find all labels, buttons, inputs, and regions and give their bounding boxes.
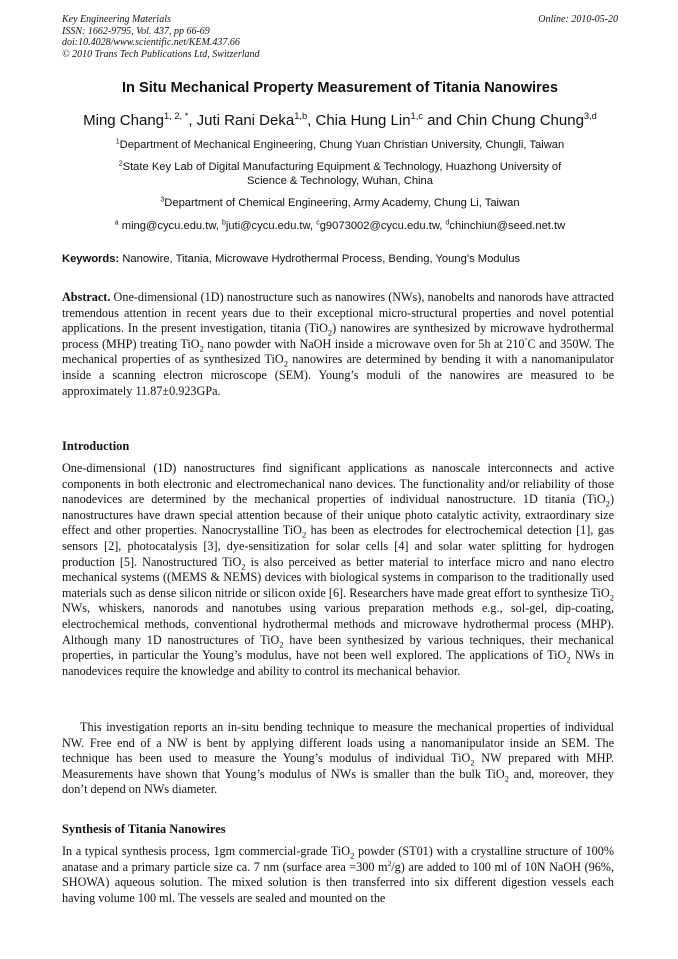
abstract-text: C and 350W. The mechanical properties of as synthesized TiO [62, 336, 614, 367]
affil-text: Department of Chemical Engineering, Army Academy, Chung Li, Taiwan [164, 197, 520, 209]
affil-text: Science & Technology, Wuhan, China [247, 175, 433, 187]
keywords-text: Nanowire, Titania, Microwave Hydrothermal Process, Bending, Young’s Modulus [122, 253, 521, 265]
subscript: 2 [241, 561, 246, 571]
journal-issn: ISSN: 1662-9795, Vol. 437, pp 66-69 [62, 25, 210, 37]
subscript: 2 [605, 498, 610, 509]
email-mark: d [445, 219, 450, 227]
body-text: have been synthesized by various techniques, their mechanical properties, in particular the Young’s modulus, have not been well explored. The applications of TiO [62, 632, 614, 663]
author-conjunction: and [427, 112, 453, 129]
body-text: /g) are added to 100 ml of 10N NaOH (96%, SHOWA) aqueous solution. The mixed solution is then transferred into six different digestion vessels each having volume 100 ml. The vessels are sealed and mounted on the [62, 859, 614, 905]
heading-synthesis: Synthesis of Titania Nanowires [62, 822, 226, 836]
superscript: 2 [387, 858, 392, 868]
email-address: juti@cycu.edu.tw, [225, 220, 314, 232]
body-text: In a typical synthesis process, 1gm commercial-grade TiO [62, 844, 351, 858]
journal-copyright: © 2010 Trans Tech Publications Ltd, Switzerland [62, 48, 260, 60]
affil-number: 2 [118, 160, 123, 168]
intro-paragraph-1 [62, 461, 614, 679]
author-affil-mark: 1,c [410, 111, 423, 121]
affil-number: 1 [115, 138, 120, 146]
subscript: 2 [566, 654, 571, 665]
affiliation-3 [62, 196, 618, 210]
author-name: Chin Chung Chung [456, 112, 584, 129]
body-text: has been as electrodes for electrochemical detection [1], gas sensors [2], photocatalysis [3], dye-sensitization for solar cells [4] and solar water splitting for hydrogen production [5]. Nanostructured TiO [62, 523, 614, 569]
subscript: 2 [504, 773, 509, 784]
email-mark: b [222, 219, 226, 227]
abstract-text: nano powder with NaOH inside a microwave oven for 5h at 210 [203, 336, 525, 351]
affil-number: 3 [160, 196, 165, 204]
subscript: 2 [350, 850, 355, 861]
abstract-label: Abstract. [62, 290, 111, 304]
paper-title: In Situ Mechanical Property Measurement of Titania Nanowires [121, 80, 559, 96]
author-affil-mark: 1, 2, * [164, 111, 189, 121]
author-affil-mark: 3,d [583, 111, 597, 121]
intro-paragraph-2 [62, 720, 614, 798]
email-address: ming@cycu.edu.tw, [121, 220, 219, 232]
body-text: NWs in nanodevices require the knowledge and ability to control its mechanical behavior. [62, 648, 614, 678]
abstract-text: One-dimensional (1D) nanostructure such as nanowires (NWs), nanobelts and nanorods have attracted tremendous attention in recent years due to their exceptional micro-structural properties and novel potential applications. In the present investigation, titania (TiO [62, 290, 615, 336]
author-name: Ming Chang [83, 112, 165, 129]
body-text: NWs, whiskers, nanorods and nanotubes using various preparation methods e.g., sol-gel, dip-coating, electrochemical methods, conventional hydrothermal methods and microwave hydrothermal process (MHP). Although many 1D nanostructures of TiO [62, 601, 614, 647]
subscript: 2 [199, 343, 204, 354]
affiliation-1 [62, 138, 618, 152]
subscript: 2 [609, 592, 614, 603]
journal-header [62, 14, 618, 60]
degree-sign: ° [524, 335, 528, 345]
keywords [62, 253, 618, 265]
author-list: Ming Chang$^{1, 2, *}$, Juti Rani Deka$^{1,b}$, Chia Hung Lin$^{1,c}$ and Chin Chung Chung$^{3,d}$ [83, 111, 597, 129]
synthesis-paragraph-1 [62, 844, 614, 906]
body-text: This investigation reports an in-situ bending technique to measure the mechanical properties of individual NW. Free end of a NW is bent by applying different loads using a nanomanipulator inside an SEM. The technique has been used to measure the Young’s modulus of individual TiO [62, 720, 614, 766]
journal-name: Key Engineering Materials [62, 14, 171, 25]
affiliation-2 [62, 160, 618, 188]
online-date: Online: 2010-05-20 [538, 14, 618, 25]
journal-doi: doi:10.4028/www.scientific.net/KEM.437.66 [62, 37, 240, 48]
subscript: 2 [279, 638, 284, 649]
author-affil-mark: 1,b [294, 111, 308, 121]
affil-text: Department of Mechanical Engineering, Chung Yuan Christian University, Chungli, Taiwan [119, 139, 565, 151]
body-text: powder (ST01) with a crystalline structure of 100% anatase and a primary particle size ca. 7 nm (surface area =300 m [62, 844, 614, 874]
abstract-text: ) nanowires are synthesized by microwave hydrothermal process (MHP) treating TiO [62, 321, 615, 351]
email-address: chinchiun@seed.net.tw [449, 220, 566, 232]
subscript: 2 [301, 529, 307, 540]
body-text: ) nanostructures have drawn special attention because of their unique photo catalytic activity, extraordinary size effect and other properties. Nanocrystalline TiO [62, 492, 614, 538]
abstract [62, 290, 614, 399]
subscript: 2 [283, 358, 288, 369]
subscript: 2 [327, 327, 333, 338]
email-mark: a [114, 219, 119, 227]
body-text: and, moreover, they don’t depend on NWs diameter. [62, 766, 614, 797]
heading-introduction: Introduction [62, 439, 130, 453]
email-line [62, 219, 618, 233]
subscript: 2 [470, 757, 475, 768]
email-mark: c [316, 219, 320, 227]
author-name: Juti Rani Deka [196, 112, 295, 129]
abstract-text: nanowires are determined by bending it with a nanomanipulator inside a scanning electron microscope (SEM). Young’s moduli of the nanowires are measured to be approximately 11.87±0.923GPa. [62, 352, 614, 398]
author-name: Chia Hung Lin [315, 112, 411, 129]
body-text: One-dimensional (1D) nanostructures find significant applications as nanoscale interconnects and active components in both electronic and electromechanical nano devices. The functionality and/or reliability of those nanodevices are determined by the mechanical properties of individual nanostructure. 1D titania (TiO [62, 461, 614, 507]
email-address: g9073002@cycu.edu.tw, [319, 220, 443, 232]
keywords-label: Keywords: [62, 253, 120, 265]
body-text: NW prepared with MHP. Measurements have shown that Young’s modulus of NWs is smaller than the bulk TiO [62, 751, 614, 781]
affil-text: State Key Lab of Digital Manufacturing Equipment & Technology, Huazhong University of [122, 161, 562, 173]
body-text: is also perceived as better material to interface micro and nano electro mechanical systems ((MEMS & NEMS) devices with biological systems in comparison to the traditionally used materials such as dense silicon nitride or silicon oxide [6]. Researchers have made great effort to synthesize TiO [62, 554, 614, 600]
